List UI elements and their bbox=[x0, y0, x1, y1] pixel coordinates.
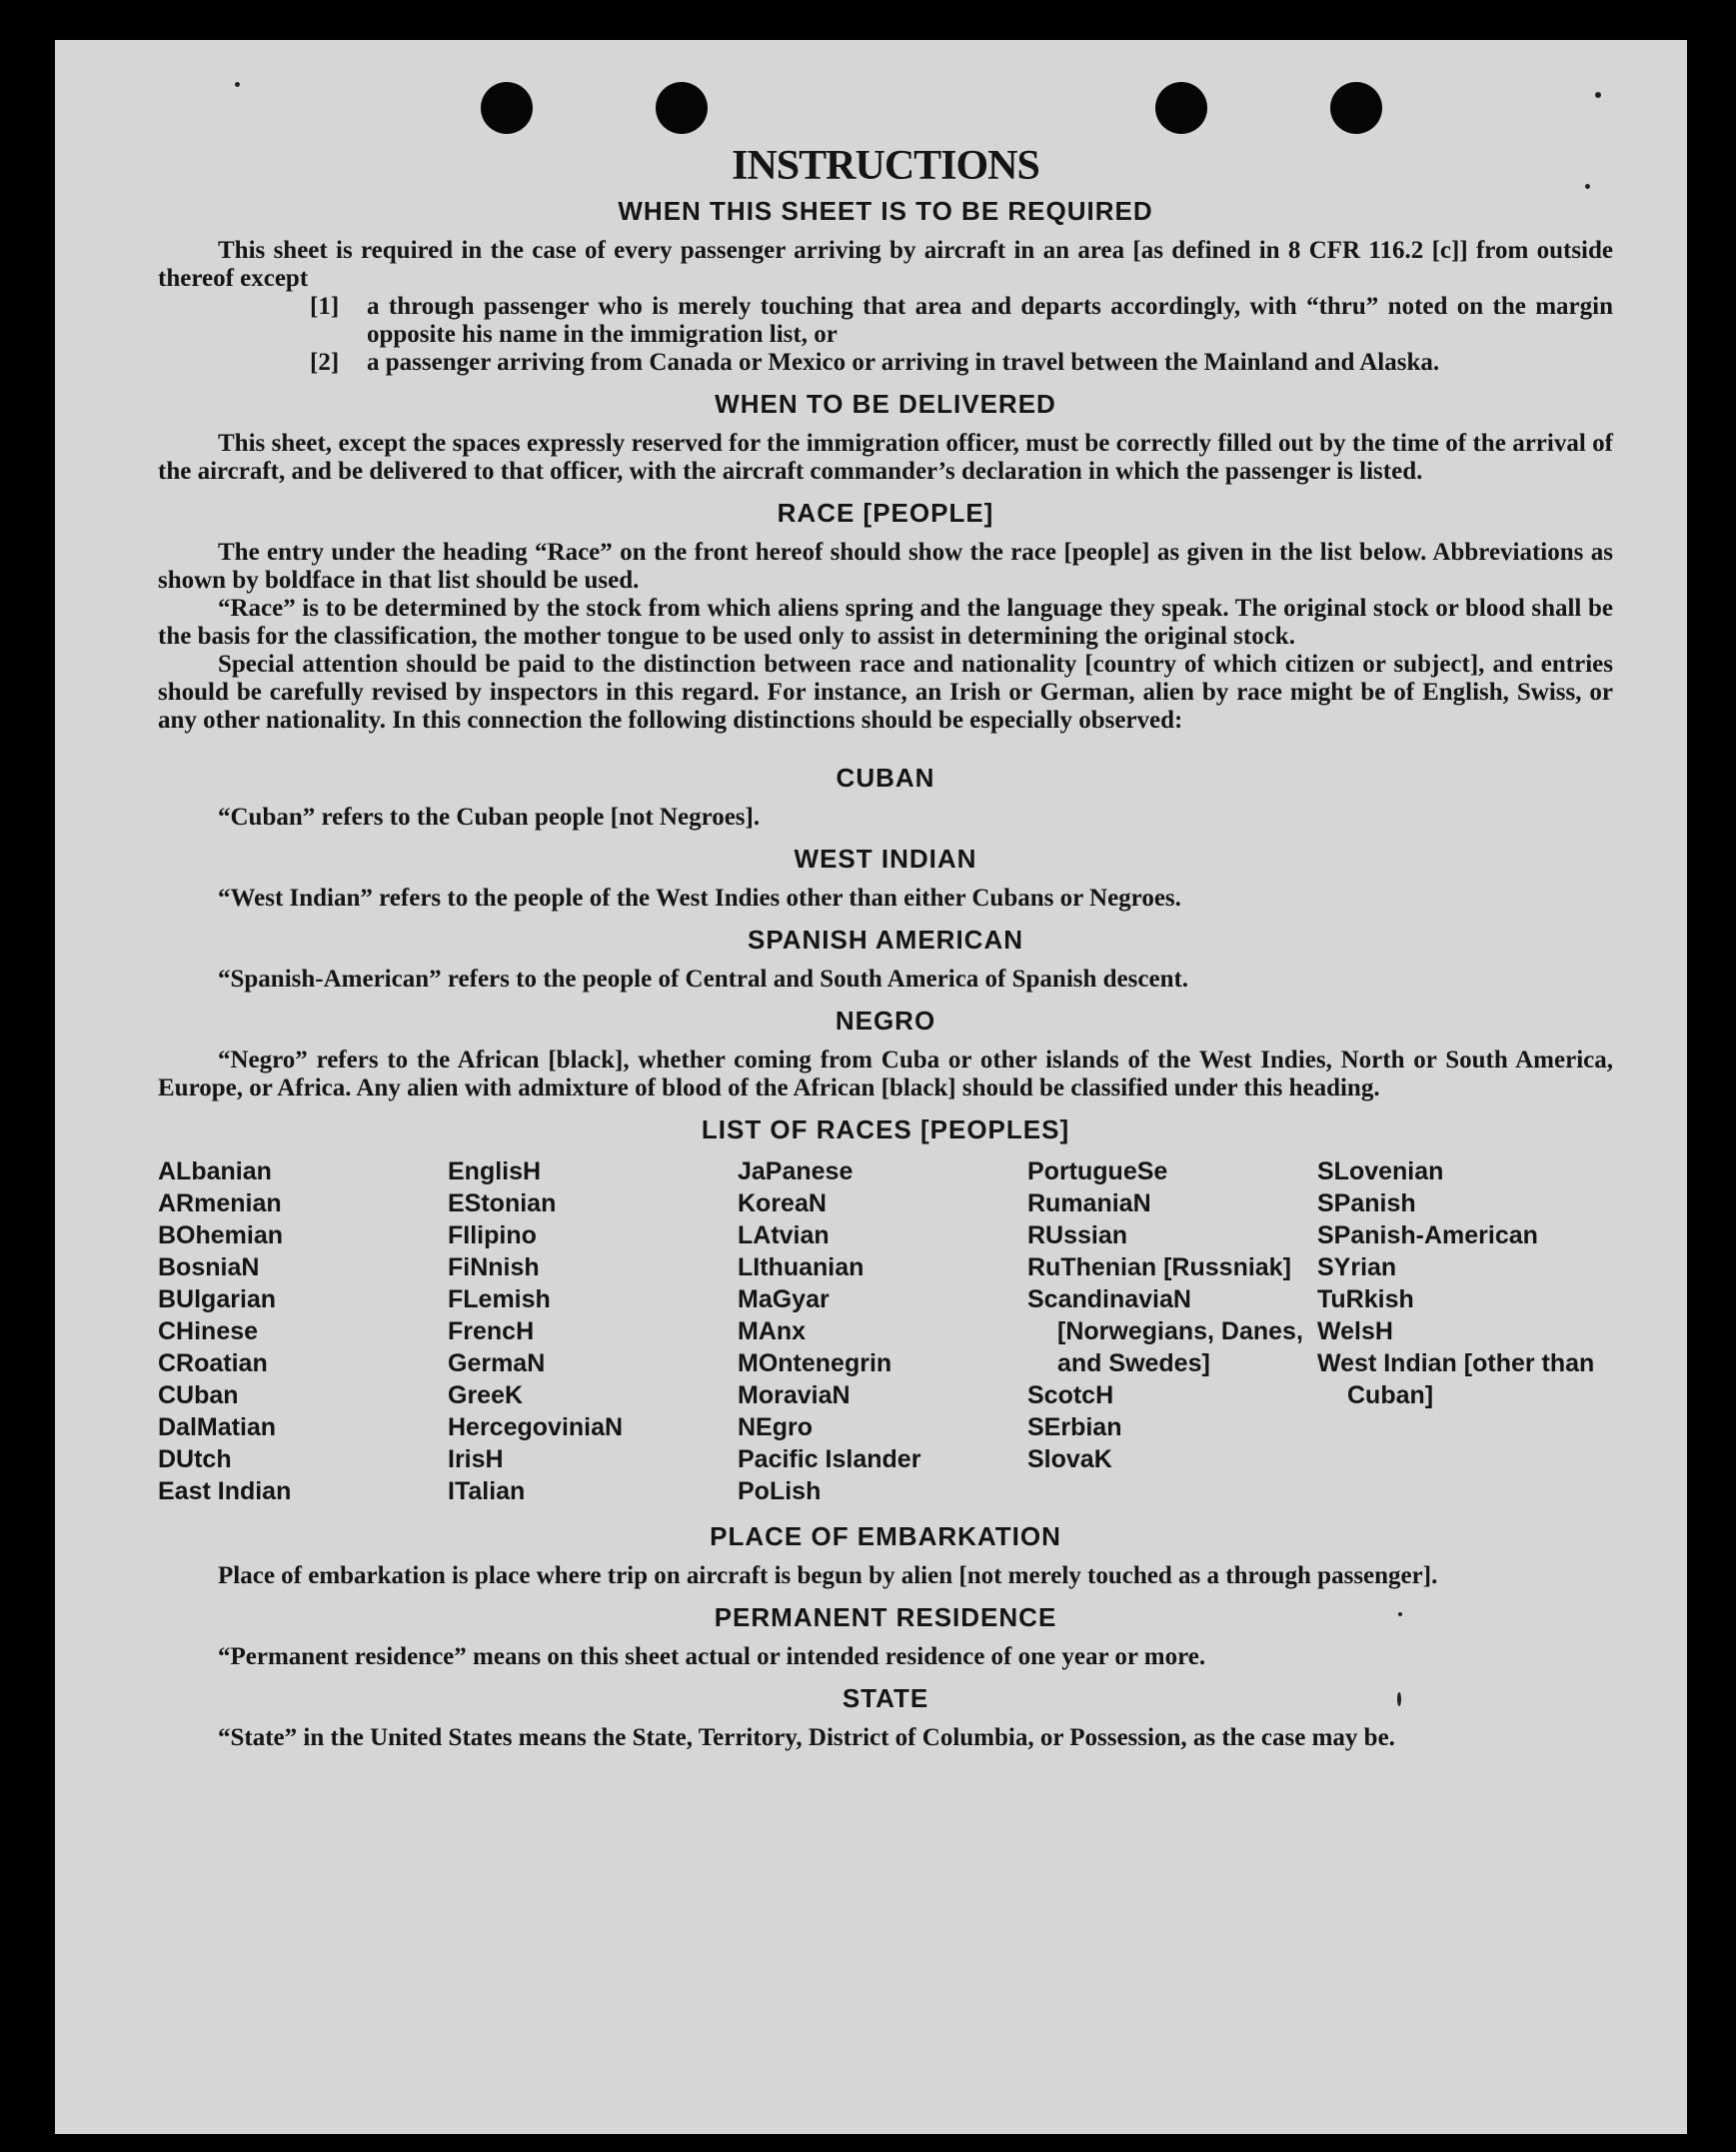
race-entry: RUssian bbox=[1027, 1221, 1128, 1249]
section-heading-west-indian: WEST INDIAN bbox=[794, 844, 977, 874]
section-heading-residence: PERMANENT RESIDENCE bbox=[714, 1602, 1057, 1632]
race-entry: Pacific Islander bbox=[738, 1445, 921, 1473]
race-entry: SlovaK bbox=[1027, 1445, 1112, 1473]
race-entry: ALbanian bbox=[158, 1157, 272, 1185]
race-entry: ScandinaviaN [Norwegians, Danes, and Swedes] bbox=[1027, 1285, 1303, 1377]
race-entry: SPanish-American bbox=[1317, 1221, 1538, 1249]
required-intro: This sheet is required in the case of every passenger arriving by aircraft in an area [as defined in 8 CFR 116.2 [c]] from outside thereof except bbox=[158, 237, 1613, 292]
negro-text: “Negro” refers to the African [black], whether coming from Cuba or other islands of the West Indies, North or South America, Europe, or Africa. Any alien with admixture of blood of the African [black] should be classified under this heading. bbox=[158, 1047, 1613, 1101]
races-column bbox=[158, 1155, 448, 1507]
race-entry: NEgro bbox=[738, 1413, 813, 1441]
race-paragraph: “Race” is to be determined by the stock from which aliens spring and the language they speak. The original stock or blood shall be the basis for the classification, the mother tongue to be used only to assist in determining the original stock. bbox=[158, 595, 1613, 650]
race-entry: MOntenegrin bbox=[738, 1349, 892, 1377]
race-entry: MaGyar bbox=[738, 1285, 830, 1313]
race-entry: WelsH bbox=[1317, 1317, 1393, 1345]
race-entry: West Indian [other than Cuban] bbox=[1317, 1349, 1595, 1409]
race-entry: PoLish bbox=[738, 1477, 822, 1505]
race-entry: FrencH bbox=[448, 1317, 535, 1345]
section-heading-required: WHEN THIS SHEET IS TO BE REQUIRED bbox=[618, 196, 1153, 226]
race-entry: CUban bbox=[158, 1381, 239, 1409]
races-column bbox=[1317, 1155, 1613, 1507]
race-entry: SYrian bbox=[1317, 1253, 1397, 1281]
races-list bbox=[158, 1155, 1613, 1507]
race-entry: JaPanese bbox=[738, 1157, 854, 1185]
section-heading-delivered: WHEN TO BE DELIVERED bbox=[715, 389, 1056, 419]
race-entry: PortugueSe bbox=[1027, 1157, 1168, 1185]
races-column bbox=[738, 1155, 1027, 1507]
delivered-text: This sheet, except the spaces expressly reserved for the immigration officer, must be correctly filled out by the time of the arrival of the aircraft, and be delivered to that officer, with the aircraft commander’s declaration in which the passenger is listed. bbox=[158, 430, 1613, 485]
section-heading-state: STATE bbox=[842, 1683, 929, 1713]
document-sheet bbox=[55, 40, 1687, 2134]
section-heading-negro: NEGRO bbox=[835, 1006, 936, 1036]
race-entry: EStonian bbox=[448, 1189, 557, 1217]
section-heading-embarkation: PLACE OF EMBARKATION bbox=[710, 1521, 1061, 1551]
page-title: INSTRUCTIONS bbox=[732, 143, 1039, 189]
exception-item bbox=[158, 349, 1613, 377]
race-entry: GreeK bbox=[448, 1381, 524, 1409]
races-column bbox=[1027, 1155, 1317, 1507]
section-heading-races-list: LIST OF RACES [PEOPLES] bbox=[701, 1114, 1070, 1144]
race-paragraph: Special attention should be paid to the distinction between race and nationality [country of which citizen or subject], and entries should be carefully revised by inspectors in this regard. For instance, an Irish or German, alien by race might be of English, Swiss, or any other nationality. In this connection the following distinctions should be especially observed: bbox=[158, 651, 1613, 734]
race-entry: FiNnish bbox=[448, 1253, 540, 1281]
race-entry: RumaniaN bbox=[1027, 1189, 1151, 1217]
residence-text: “Permanent residence” means on this sheet actual or intended residence of one year or more. bbox=[218, 1643, 1206, 1670]
punch-hole bbox=[656, 82, 708, 134]
race-paragraph: The entry under the heading “Race” on the front hereof should show the race [people] as given in the list below. Abbreviations as shown by boldface in that list should be used. bbox=[158, 539, 1613, 594]
state-text: “State” in the United States means the State, Territory, District of Columbia, or Possession, as the case may be. bbox=[218, 1724, 1395, 1751]
race-entry: KoreaN bbox=[738, 1189, 827, 1217]
race-entry: IrisH bbox=[448, 1445, 504, 1473]
punch-hole bbox=[1155, 82, 1207, 134]
ink-speck bbox=[1595, 92, 1601, 98]
item-number: [2] bbox=[310, 349, 340, 376]
race-entry: FIlipino bbox=[448, 1221, 537, 1249]
embarkation-text: Place of embarkation is place where trip on aircraft is begun by alien [not merely touched as a through passenger]. bbox=[218, 1562, 1438, 1589]
punch-hole bbox=[1330, 82, 1382, 134]
punch-hole bbox=[481, 82, 533, 134]
race-entry: East Indian bbox=[158, 1477, 292, 1505]
race-entry: CHinese bbox=[158, 1317, 259, 1345]
race-entry: SErbian bbox=[1027, 1413, 1122, 1441]
race-entry: CRoatian bbox=[158, 1349, 268, 1377]
race-entry: GermaN bbox=[448, 1349, 546, 1377]
race-entry: ARmenian bbox=[158, 1189, 282, 1217]
race-entry: LAtvian bbox=[738, 1221, 830, 1249]
race-entry: BosniaN bbox=[158, 1253, 260, 1281]
race-entry: LIthuanian bbox=[738, 1253, 865, 1281]
race-entry: ITalian bbox=[448, 1477, 526, 1505]
race-entry: FLemish bbox=[448, 1285, 551, 1313]
race-entry: TuRkish bbox=[1317, 1285, 1414, 1313]
race-entry: RuThenian [Russniak] bbox=[1027, 1253, 1291, 1281]
section-heading-cuban: CUBAN bbox=[836, 763, 935, 793]
section-heading-spanish-american: SPANISH AMERICAN bbox=[747, 925, 1023, 955]
race-entry: BUlgarian bbox=[158, 1285, 277, 1313]
ink-speck bbox=[235, 82, 240, 87]
item-text: a through passenger who is merely touching that area and departs accordingly, with “thru” noted on the margin opposite his name in the immigration list, or bbox=[367, 293, 1613, 348]
item-text: a passenger arriving from Canada or Mexico or arriving in travel between the Mainland and Alaska. bbox=[367, 349, 1440, 376]
race-entry: SPanish bbox=[1317, 1189, 1416, 1217]
west-indian-text: “West Indian” refers to the people of the West Indies other than either Cubans or Negroes. bbox=[218, 885, 1181, 912]
race-entry: HercegoviniaN bbox=[448, 1413, 624, 1441]
race-entry: SLovenian bbox=[1317, 1157, 1444, 1185]
instructions-content bbox=[158, 142, 1613, 1752]
cuban-text: “Cuban” refers to the Cuban people [not Negroes]. bbox=[218, 804, 761, 831]
exception-item bbox=[158, 293, 1613, 349]
section-heading-race: RACE [PEOPLE] bbox=[777, 498, 994, 528]
item-number: [1] bbox=[310, 293, 340, 320]
race-entry: MAnx bbox=[738, 1317, 807, 1345]
race-entry: ScotcH bbox=[1027, 1381, 1114, 1409]
race-entry: BOhemian bbox=[158, 1221, 284, 1249]
spanish-american-text: “Spanish-American” refers to the people of Central and South America of Spanish descent. bbox=[218, 966, 1189, 993]
races-column bbox=[448, 1155, 738, 1507]
race-entry: EnglisH bbox=[448, 1157, 542, 1185]
race-entry: DUtch bbox=[158, 1445, 232, 1473]
race-entry: DalMatian bbox=[158, 1413, 277, 1441]
race-entry: MoraviaN bbox=[738, 1381, 851, 1409]
